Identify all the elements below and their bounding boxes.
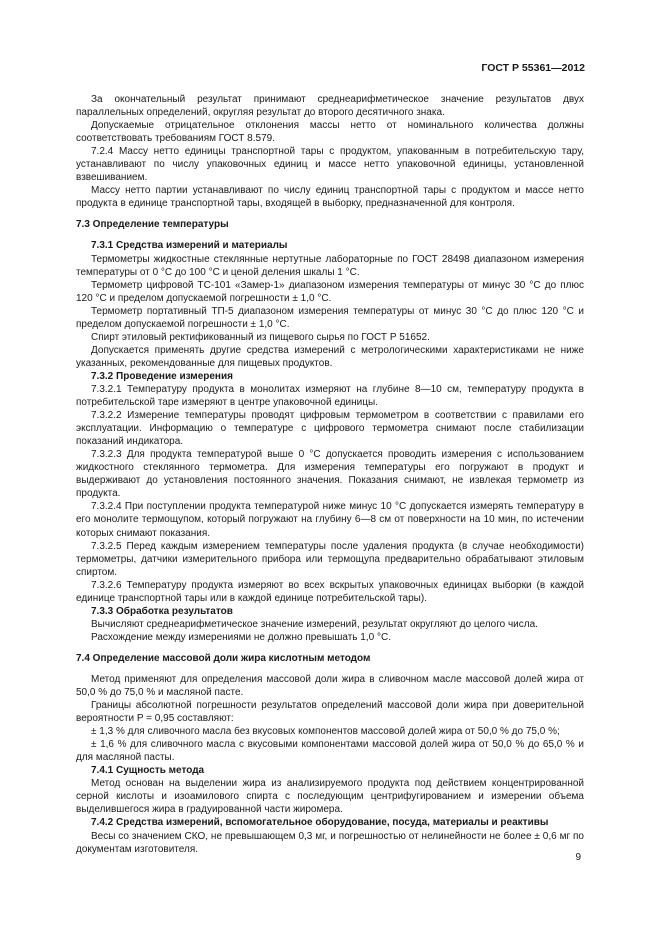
subsection-heading: 7.3.2 Проведение измерения bbox=[91, 370, 233, 382]
paragraph: Термометр портативный ТП-5 диапазоном измерения температуры от минус 30 °С до плюс 120 °С и пределом допускаемой погрешности ± 1,0 °С. bbox=[76, 305, 584, 330]
paragraph: 7.3.2.4 При поступлении продукта температурой ниже минус 10 °С допускается измерять температуру в его монолите термощупом, который погружают на глубину 6—8 см от поверхности на 10 мин, по истечении которых снимают показания. bbox=[76, 501, 584, 539]
document-body bbox=[76, 93, 584, 856]
subsection-heading: 7.4.1 Сущность метода bbox=[91, 765, 205, 777]
paragraph: Метод основан на выделении жира из анализируемого продукта под действием концентрированной серной кислоты и изоамилового спирта с последующим центрифугированием и измерении объема выделившегося жира в градуированной части жиромера. bbox=[76, 778, 584, 816]
paragraph: Массу нетто партии устанавливают по числу единиц транспортной тары с продуктом и массе нетто продукта в единице транспортной тары, входящей в выборку, предназначенной для контроля. bbox=[76, 185, 584, 210]
section-heading: 7.4 Определение массовой доли жира кислотным методом bbox=[76, 652, 371, 664]
paragraph: Термометр цифровой ТС-101 «Замер-1» диапазоном измерения температуры от минус 30 °С до плюс 120 °С и пределом допускаемой погрешности ± 1,0 °С. bbox=[76, 279, 584, 304]
paragraph: 7.3.2.1 Температуру продукта в монолитах измеряют на глубине 8—10 см, температуру продукта в потребительской таре измеряют в центре упаковочной единицы. bbox=[76, 383, 584, 409]
paragraph: Термометры жидкостные стеклянные нертутные лабораторные по ГОСТ 28498 диапазоном измерения температуры от 0 °С до 100 °С и ценой деления шкалы 1 °С. bbox=[76, 253, 584, 278]
paragraph: ± 1,3 % для сливочного масла без вкусовых компонентов массовой долей жира от 50,0 % до 75,0 %; bbox=[91, 726, 560, 738]
paragraph: 7.3.2.3 Для продукта температурой выше 0 °С допускается проводить измерения с использованием жидкостного стеклянного термометра. Для измерения температуры его погружают в продукт и выдерживают до установления постоянного значения. Показания снимают, не извлекая термометр из продукта. bbox=[76, 449, 584, 500]
paragraph: За окончательный результат принимают среднеарифметическое значение результатов двух параллельных определений, округляя результат до второго десятичного знака. bbox=[76, 94, 584, 119]
page-number: 9 bbox=[575, 852, 581, 863]
section-heading: 7.3 Определение температуры bbox=[76, 219, 229, 231]
paragraph: ± 1,6 % для сливочного масла с вкусовыми компонентами массовой долей жира от 50,0 % до 65,0 % и для масляной пасты. bbox=[76, 739, 584, 764]
paragraph: 7.3.2.6 Температуру продукта измеряют во всех вскрытых упаковочных единицах выборки (в каждой единице транспортной тары или в каждой единице потребительской тары). bbox=[76, 579, 584, 604]
paragraph: Вычисляют среднеарифметическое значение измерений, результат округляют до целого числа. bbox=[91, 618, 538, 630]
paragraph: 7.3.2.2 Измерение температуры проводят цифровым термометром в соответствии с правилами его эксплуатации. Информацию о температуре с цифрового термометра снимают после стабилизации показаний индикатора. bbox=[76, 410, 584, 448]
subsection-heading: 7.3.1 Средства измерений и материалы bbox=[91, 240, 288, 252]
paragraph: Допускаемые отрицательное отклонения массы нетто от номинального количества должны соответствовать требованиям ГОСТ 8.579. bbox=[76, 120, 584, 145]
paragraph: Границы абсолютной погрешности результатов определений массовой доли жира при доверительной вероятности P = 0,95 составляют: bbox=[76, 700, 584, 725]
paragraph: Весы со значением СКО, не превышающем 0,3 мг, и погрешностью от нелинейности не более ± 0,6 мг по документам изготовителя. bbox=[76, 830, 584, 855]
paragraph: 7.3.2.5 Перед каждым измерением температуры после удаления продукта (в случае необходимости) термометры, датчики измерительного прибора или термощупа предварительно обрабатывают этиловым спиртом. bbox=[76, 540, 584, 578]
paragraph: 7.2.4 Массу нетто единицы транспортной тары с продуктом, упакованным в потребительскую тару, устанавливают по числу упаковочных единиц и массе нетто упаковочной единицы, установленной взвешиванием. bbox=[76, 146, 584, 184]
paragraph: Спирт этиловый ректификованный из пищевого сырья по ГОСТ Р 51652. bbox=[91, 331, 430, 343]
paragraph: Расхождение между измерениями не должно превышать 1,0 °С. bbox=[91, 631, 391, 643]
document-id: ГОСТ Р 55361—2012 bbox=[481, 62, 585, 74]
paragraph: Допускается применять другие средства измерений с метрологическими характеристиками не ниже указанных, рекомендованные для пищевых продуктов. bbox=[76, 344, 584, 369]
subsection-heading: 7.4.2 Средства измерений, вспомогательное оборудование, посуда, материалы и реактивы bbox=[91, 817, 549, 829]
paragraph: Метод применяют для определения массовой доли жира в сливочном масле массовой долей жира от 50,0 % до 75,0 % и масляной пасте. bbox=[76, 673, 584, 699]
subsection-heading: 7.3.3 Обработка результатов bbox=[91, 605, 233, 617]
